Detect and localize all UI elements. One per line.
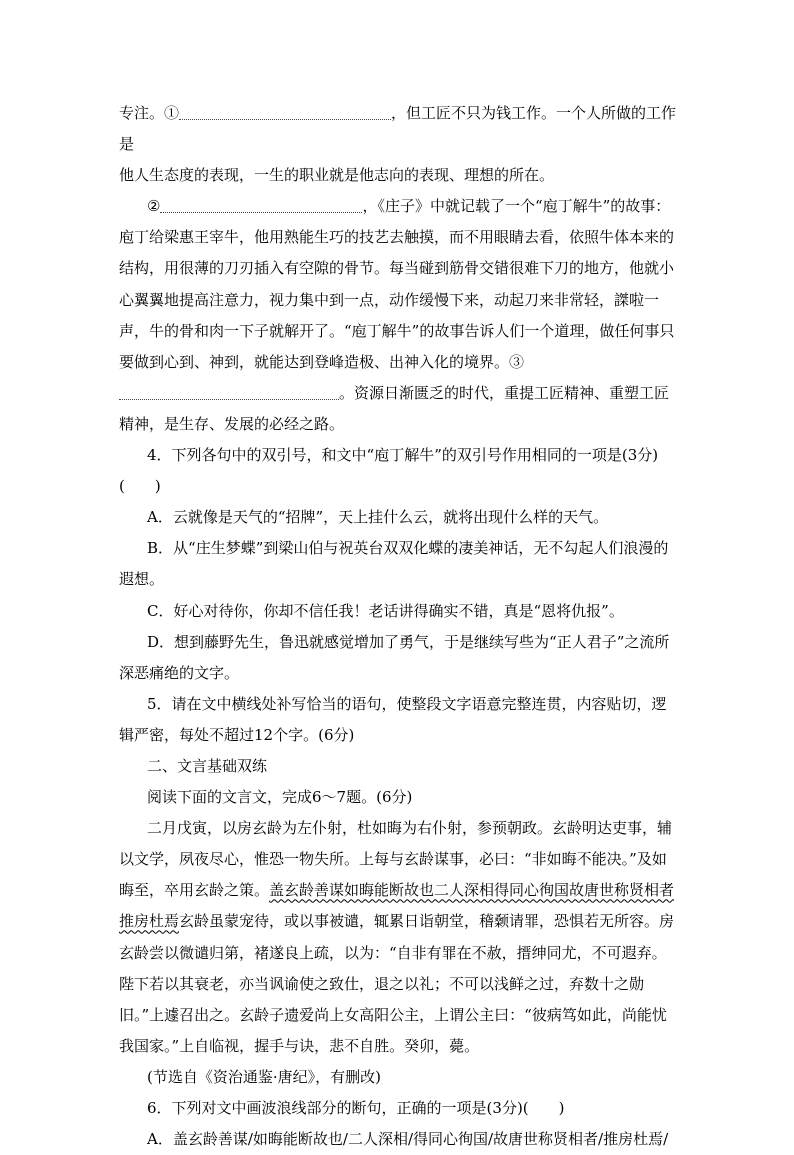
wavy-underlined-text: 盖玄龄善谋如晦能断故也二人深相得同心徇国故唐世称贤相者推房杜焉 (119, 881, 675, 931)
passage-text: 专注。① (119, 104, 180, 122)
classical-text (119, 813, 679, 1062)
section-2-heading: 二、文言基础双练 (147, 756, 268, 775)
question-6-option-a: A．盖玄龄善谋/如晦能断故也/二人深相/得同心徇国/故唐世称贤相者/推房杜焉/ (147, 1130, 669, 1149)
answer-blank-2[interactable] (160, 194, 362, 213)
document-body (119, 98, 679, 1155)
passage-paragraph-2 (119, 191, 679, 440)
classical-text-part: 玄龄虽蒙宠待，或以事被谴，辄累日诣朝堂，稽颡请罪，恐惧若无所容。房玄龄尝以微谴归第，褚遂良上疏，以为：“自非有罪在不赦，搢绅同尤，不可遐弃。陛下若以其衰老，亦当讽谕使之致仕，退之以礼；不可以浅鲜之过，弃数十之勋旧。”上遽召出之。玄龄子遗爱尚上女高阳公主，上谓公主曰：“彼病笃如此，尚能忧我国家。”上自临视，握手与诀，悲不自胜。癸卯，薨。 (119, 912, 675, 1055)
question-4-option-d: D．想到藤野先生，鲁迅就感觉增加了勇气，于是继续写些为“正人君子”之流所深恶痛绝的文字。 (119, 632, 670, 682)
passage-text: 。资源日渐匮乏的时代，重提工匠精神、重塑工匠精神，是生存、发展的必经之路。 (119, 383, 670, 433)
classical-text-part: 二月戊寅，以房玄龄为左仆射，杜如晦为右仆射，参预朝政。玄龄明达吏事，辅以文学，夙夜尽心，惟恐一物失所。上每与玄龄谋事，必曰：“非如晦不能决。”及如晦至，卒用玄龄之策。 (119, 819, 673, 900)
section-2-intro: 阅读下面的文言文，完成6～7题。(6分) (147, 788, 413, 807)
question-4-stem: 4．下列各句中的双引号，和文中“庖丁解牛”的双引号作用相同的一项是(3分)( ) (119, 446, 659, 496)
passage-text: ② (147, 197, 161, 216)
passage-line-2: 他人生态度的表现，一生的职业就是他志向的表现、理想的所在。 (119, 166, 555, 185)
passage-text: ，《庄子》中就记载了一个“庖丁解牛”的故事： (362, 197, 671, 216)
question-6-stem: 6．下列对文中画波浪线部分的断句，正确的一项是(3分)( ) (147, 1099, 565, 1117)
question-4-option-b: B．从“庄生梦蝶”到梁山伯与祝英台双双化蝶的凄美神话，无不勾起人们浪漫的遐想。 (119, 539, 669, 589)
answer-blank-1[interactable] (179, 101, 391, 120)
passage-line-1 (119, 98, 679, 160)
question-5-stem: 5．请在文中横线处补写恰当的语句，使整段文字语意完整连贯，内容贴切，逻辑严密，每处不超过12个字。(6分) (119, 694, 667, 744)
question-4-option-a: A．云就像是天气的“招牌”，天上挂什么云，就将出现什么样的天气。 (147, 508, 609, 527)
question-4-option-c: C．好心对待你，你却不信任我！老话讲得确实不错，真是“恩将仇报”。 (147, 601, 624, 620)
passage-text: ，但工匠不只为钱工作。一个人所做的工作是 (119, 104, 677, 154)
source-note: (节选自《资治通鉴·唐纪》，有删改) (147, 1067, 381, 1086)
passage-text: 庖丁给梁惠王宰牛，他用熟能生巧的技艺去触摸，而不用眼睛去看，依照牛体本来的结构，用很薄的刀刃插入有空隙的骨节。每当碰到筋骨交错很难下刀的地方，他就小心翼翼地提高注意力，视力集中到一点，动作缓慢下来，动起刀来非常轻，謋啦一声，牛的骨和肉一下子就解开了。“庖丁解牛”的故事告诉人们一个道理，做任何事只要做到心到、神到，就能达到登峰造极、出神入化的境界。③ (119, 228, 675, 371)
answer-blank-3[interactable] (119, 381, 339, 400)
